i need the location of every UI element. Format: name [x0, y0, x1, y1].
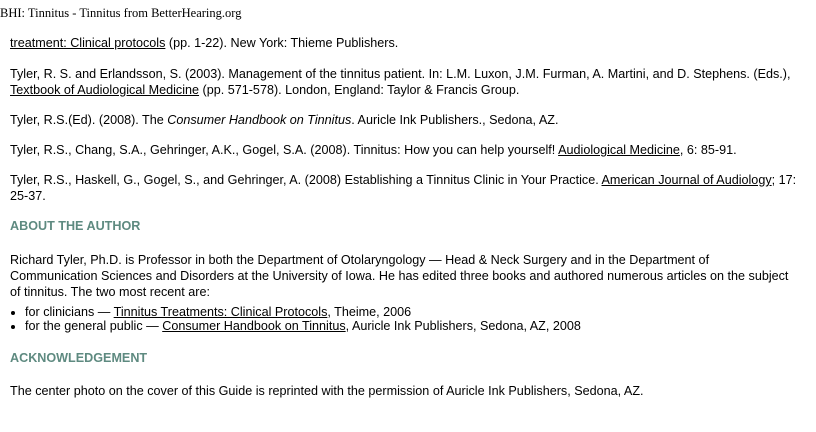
reference-title-italic: Consumer Handbook on Tinnitus: [167, 113, 352, 127]
reference-entry: [10, 142, 800, 158]
reference-entry: [10, 172, 800, 204]
reference-text: , 6: 85-91.: [679, 143, 737, 157]
reference-entry: [10, 35, 800, 51]
acknowledgement-heading: ACKNOWLEDGEMENT: [10, 351, 148, 365]
reference-text: Tyler, R. S. and Erlandsson, S. (2003). Management of the tinnitus patient. In: L.M. Luxon, J.M. Furman, A. Martini, and D. Stephens. (Eds.),: [10, 67, 791, 81]
book-link[interactable]: Consumer Handbook on Tinnitus: [162, 319, 346, 333]
reference-text: Tyler, R.S., Haskell, G., Gogel, S., and Gehringer, A. (2008) Establishing a Tinnitus Clinic in Your Practice.: [10, 173, 602, 187]
book-text: for clinicians —: [25, 305, 114, 319]
acknowledgement-text: The center photo on the cover of this Guide is reprinted with the permission of Auricle Ink Publishers, Sedona, AZ.: [10, 384, 644, 398]
author-bio: Richard Tyler, Ph.D. is Professor in both the Department of Otolaryngology — Head & Neck Surgery and in the Department of Communication Sciences and Disorders at the University of Iowa. He has edited three books and authored numerous articles on the subject of tinnitus. The two most recent are:: [10, 253, 789, 299]
book-text: , Auricle Ink Publishers, Sedona, AZ, 2008: [345, 319, 581, 333]
list-item: [25, 319, 800, 333]
reference-link[interactable]: American Journal of Audiology: [601, 173, 772, 187]
list-item: [25, 305, 800, 319]
reference-text: ; 17: 25-37.: [10, 173, 797, 203]
reference-link[interactable]: Audiological Medicine: [558, 143, 680, 157]
document-body: [10, 35, 800, 399]
about-author-heading: ABOUT THE AUTHOR: [10, 219, 141, 233]
book-list: [10, 305, 800, 333]
reference-entry: [10, 66, 800, 98]
book-text: , Theime, 2006: [327, 305, 412, 319]
book-text: for the general public —: [25, 319, 163, 333]
reference-text: (pp. 571-578). London, England: Taylor & Francis Group.: [199, 83, 520, 97]
reference-text: Tyler, R.S.(Ed). (2008). The: [10, 113, 168, 127]
reference-entry: [10, 112, 800, 128]
reference-text: Tyler, R.S., Chang, S.A., Gehringer, A.K., Gogel, S.A. (2008). Tinnitus: How you can help yourself!: [10, 143, 559, 157]
reference-link[interactable]: treatment: Clinical protocols: [10, 36, 166, 50]
reference-text: . Auricle Ink Publishers., Sedona, AZ.: [351, 113, 559, 127]
book-link[interactable]: Tinnitus Treatments: Clinical Protocols: [113, 305, 328, 319]
reference-text: (pp. 1-22). New York: Thieme Publishers.: [165, 36, 399, 50]
reference-link[interactable]: Textbook of Audiological Medicine: [10, 83, 200, 97]
page-header-title: BHI: Tinnitus - Tinnitus from BetterHearing.org: [0, 6, 242, 20]
